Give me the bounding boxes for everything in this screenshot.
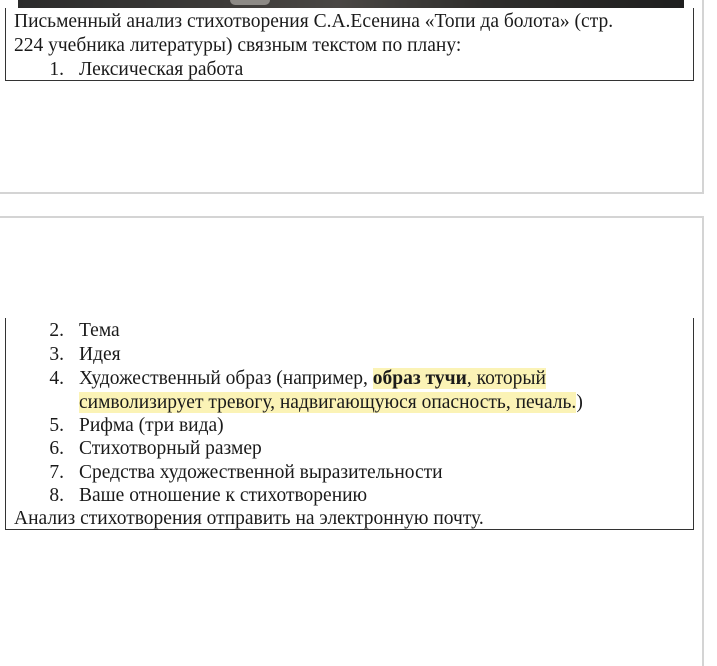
assignment-heading-line-1: Письменный анализ стихотворения С.А.Есенина «Топи да болота» (стр. <box>14 11 614 32</box>
list-item-text-plain: Художественный образ (например, <box>79 368 373 389</box>
cropped-photo <box>18 0 684 8</box>
cropped-photo-highlight <box>230 0 270 5</box>
list-item-text: Средства художественной выразительности <box>79 462 443 483</box>
assignment-heading-line-2: 224 учебника литературы) связным текстом по плану: <box>14 35 462 56</box>
list-item-number: 3. <box>49 344 64 365</box>
assignment-footer: Анализ стихотворения отправить на электронную почту. <box>14 508 484 529</box>
list-item-number: 7. <box>49 462 64 483</box>
list-item-number: 8. <box>49 485 64 506</box>
list-item-text: Тема <box>79 320 120 341</box>
list-item-text: Стихотворный размер <box>79 438 262 459</box>
list-item-text: Лексическая работа <box>79 59 244 80</box>
highlighted-text <box>373 368 546 389</box>
list-item-text: Рифма (три вида) <box>79 415 224 436</box>
list-item-number: 6. <box>49 438 64 459</box>
list-item-number: 1. <box>49 59 64 80</box>
list-item-text: Ваше отношение к стихотворению <box>79 485 368 506</box>
list-item-text-plain: ) <box>576 392 583 413</box>
highlighted-text: символизирует тревогу, надвигающуюся опасность, печаль. <box>79 392 577 413</box>
list-item-text-line-1 <box>79 367 546 391</box>
highlighted-text-tail: , который <box>466 368 546 389</box>
list-item-text-line-2 <box>79 391 583 415</box>
list-item-text: Идея <box>79 344 121 365</box>
list-item-number: 5. <box>49 415 64 436</box>
list-item-number: 2. <box>49 320 64 341</box>
list-item-number: 4. <box>49 368 64 389</box>
bold-text: образ тучи <box>372 368 467 389</box>
